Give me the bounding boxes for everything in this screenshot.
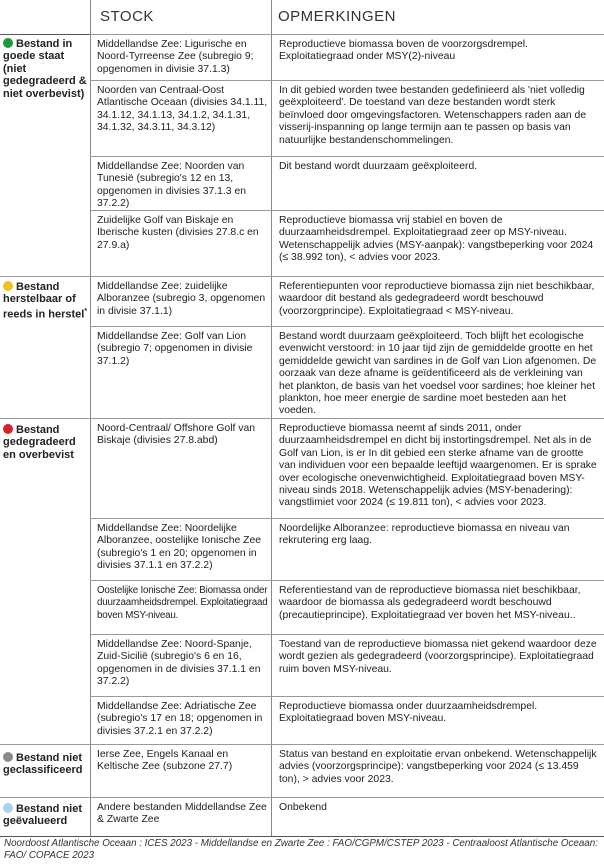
stock-cell: Middellandse Zee: Golf van Lion (subregio 7; opgenomen in divisie 37.1.2): [97, 331, 253, 367]
category-label: Bestand in goede staat (niet gedegradeerd & niet overbevist): [3, 38, 87, 100]
category-good: [3, 38, 89, 100]
stock-cell: Middellandse Zee: Ligurische en Noord-Tyrreense Zee (subregio 9; opgenomen in divisie 37.1.3): [97, 39, 254, 75]
table-bottom-border: [0, 836, 604, 837]
header-blank: [0, 0, 94, 35]
table-row: [90, 34, 604, 81]
category-divider: [0, 418, 90, 419]
remark-cell: Reproductieve biomassa onder duurzaamheidsdrempel. Exploitatiegraad boven MSY-niveau.: [279, 701, 538, 725]
table-row: [90, 580, 604, 635]
remark-cell: Toestand van de reproductieve biomassa niet gekend waardoor deze wordt gezien als gedegradeerd (voorzorgsprincipe). Exploitatiegraad ruim boven MSY-niveau.: [279, 639, 597, 675]
remark-cell: [279, 35, 599, 64]
table-row: [90, 634, 604, 697]
table-row: [90, 797, 604, 837]
table-row: [90, 156, 604, 211]
remark-cell: Reproductieve biomassa vrij stabiel en boven de duurzaamheidsdrempel. Exploitatiegraad zeer op MSY-niveau. Wetenschappelijk advies (MSY-aanpak): vangstbeperking voor 2024 (≤ 38.992 ton), < advies voor 2023.: [279, 215, 594, 264]
table-row: [90, 744, 604, 798]
category-label: Bestand niet geclassificeerd: [3, 752, 83, 777]
remark-cell: Status van bestand en exploitatie ervan onbekend. Wetenschappelijk advies (voorzorgsprincipe): vangstbeperking voor 2024 (≤ 13.459 ton), > advies voor 2023.: [279, 749, 597, 785]
stock-cell: Ierse Zee, Engels Kanaal en Keltische Zee (subzone 27.7): [97, 749, 233, 773]
header-opmerkingen: OPMERKINGEN: [272, 0, 604, 35]
footnote-mark: *: [84, 307, 88, 315]
table-row: [90, 418, 604, 519]
stock-cell: Noord-Centraal/ Offshore Golf van Biskaje (divisies 27.8.abd): [97, 423, 256, 447]
remark-text: Reproductieve biomassa boven de voorzorgsdrempel. Exploitatiegraad onder MSY(2)-niveau: [279, 39, 528, 63]
table-row: [90, 696, 604, 745]
remark-cell: Referentiestand van de reproductieve biomassa niet beschikbaar, waardoor de biomassa als gedegradeerd wordt beschouwd (precautieprincipe). Exploitatiegraad ver boven het MSY-niveau..: [279, 585, 581, 621]
stock-cell: Middellandse Zee: zuidelijke Alboranzee (subregio 3, opgenomen in divisie 37.1.1): [97, 281, 266, 317]
category-divider: [0, 797, 90, 798]
table-row: [90, 210, 604, 277]
lightblue-dot-icon: [3, 803, 13, 813]
green-dot-icon: [3, 38, 13, 48]
category-label: Bestand herstelbaar of reeds in herstel: [3, 281, 85, 321]
stock-cell: Andere bestanden Middellandse Zee & Zwarte Zee: [97, 802, 267, 826]
stock-cell: Middellandse Zee: Noordelijke Alboranzee, oostelijke Ionische Zee (subregio's 1 en 20; opgenomen in divisies 37.1.1 en 37.2.2): [97, 523, 262, 572]
category-not-evaluated: [3, 803, 89, 828]
stock-cell: Middellandse Zee: Adriatische Zee (subregio's 17 en 18; opgenomen in divisies 37.2.1 en 37.2.2): [97, 701, 263, 737]
category-label: Bestand niet geëvalueerd: [3, 803, 83, 828]
category-unclassified: [3, 752, 89, 777]
category-label: Bestand gedegradeerd en overbevist: [3, 424, 76, 461]
remark-cell: Noordelijke Alboranzee: reproductieve biomassa en niveau van rekrutering erg laag.: [279, 523, 570, 547]
remark-cell: Onbekend: [279, 802, 327, 813]
red-dot-icon: [3, 424, 13, 434]
category-divider: [0, 276, 90, 277]
table-row: [90, 276, 604, 327]
table-row: [90, 326, 604, 419]
stock-cell: Middellandse Zee: Noorden van Tunesië (subregio's 12 en 13, opgenomen in divisies 37.1.3 en 37.2.2): [97, 161, 247, 210]
table-row: [90, 518, 604, 581]
stock-cell: Middellandse Zee: Noord-Spanje, Zuid-Sicilië (subregio's 6 en 16, opgenomen in de divisies 37.1.1 en 37.2.2): [97, 639, 261, 688]
category-recovering: [3, 281, 89, 321]
source-footnote: Noordoost Atlantische Oceaan : ICES 2023 - Middellandse en Zwarte Zee : FAO/CGPM/CSTEP 2023 - Centraaloost Atlantische Oceaan: FAO/ COPACE 2023: [4, 838, 598, 861]
header-stock: STOCK: [94, 0, 270, 35]
stock-cell: Zuidelijke Golf van Biskaje en Iberische kusten (divisies 27.8.c en 27.9.a): [97, 215, 259, 251]
remark-cell: Referentiepunten voor reproductieve biomassa zijn niet beschikbaar, waardoor dit bestand als gedegradeerd wordt beschouwd (voorzorgprincipe). Exploitatiegraad < MSY-niveau.: [279, 281, 595, 317]
category-degraded: [3, 424, 89, 461]
remark-cell: Reproductieve biomassa neemt af sinds 2011, onder duurzaamheidsdrempel en dicht bij instortingsdrempel. Net als in de Golf van Lion, is er In dit gebied een sterke afname van de grootte van individuen voor een bepaalde leeftijd waargenomen. Er is sprake over ecologische onevenwichtigheid. Exploitatiegraad boven MSY-niveau sinds 2018. Wetenschappelijk advies (MSY-benadering): vangstlimiet voor 2024 (≤ 19.811 ton), < advies voor 2023.: [279, 423, 597, 509]
stock-cell: Oostelijke Ionische Zee: Biomassa onder duurzaamheidsdrempel. Exploitatiegraad boven MSY-niveau.: [97, 585, 268, 621]
remark-cell: Dit bestand wordt duurzaam geëxploiteerd.: [279, 161, 478, 172]
yellow-dot-icon: [3, 281, 13, 291]
remark-cell: Bestand wordt duurzaam geëxploiteerd. Toch blijft het ecologische evenwicht verstoord: in 10 jaar tijd zijn de gemiddelde grootte en het gemiddelde gewicht van sardines in de Golf van Lion afgenomen. De oorzaak van deze afname is geïdentificeerd als de verkleining van het plankton, de basis van het voedsel voor sardines; hoe kleiner het plankton, hoe meer energie de sardine moet besteden aan het voeden.: [279, 331, 597, 417]
remark-cell: In dit gebied worden twee bestanden gedefinieerd als 'niet volledig geëxploiteerd'. De toestand van deze bestanden wordt sterk beïnvloed door omgevingsfactoren. Wetenschappers raden aan de visserij-inspanning op lange termijn aan te passen op basis van natuurlijke bestandenschommelingen.: [279, 85, 587, 146]
category-divider: [0, 744, 90, 745]
stock-cell: Noorden van Centraal-Oost Atlantische Oceaan (divisies 34.1.11, 34.1.12, 34.1.13, 34.1.2, 34.1.31, 34.1.32, 34.3.11, 34.3.12): [97, 85, 268, 134]
grey-dot-icon: [3, 752, 13, 762]
table-row: [90, 80, 604, 157]
